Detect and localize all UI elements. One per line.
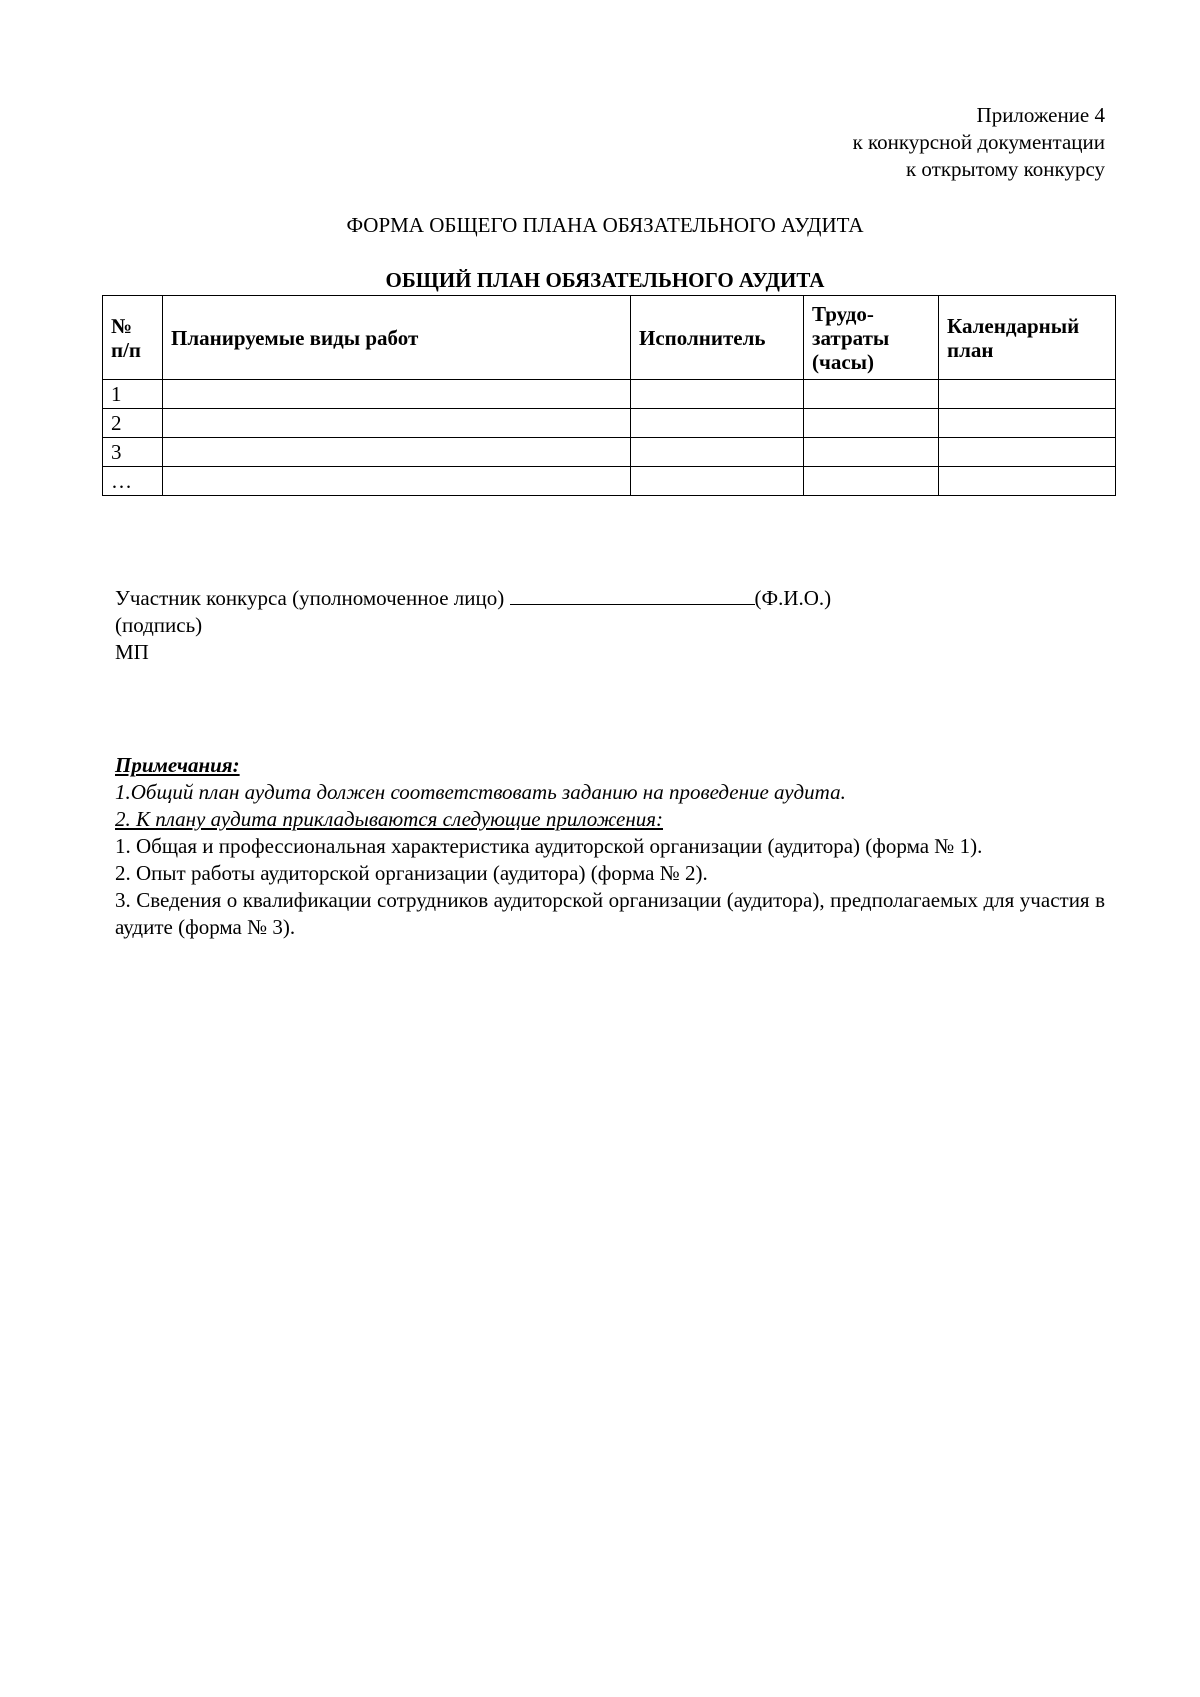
cell-calendar[interactable]	[939, 380, 1116, 409]
signature-blank[interactable]	[510, 586, 755, 605]
appendix-reference	[853, 102, 1105, 183]
row-number: 1	[103, 380, 163, 409]
cell-executor[interactable]	[631, 467, 804, 496]
cell-labor[interactable]	[804, 380, 939, 409]
cell-executor[interactable]	[631, 380, 804, 409]
cell-calendar[interactable]	[939, 467, 1116, 496]
appendix-line-1: Приложение 4	[976, 103, 1105, 127]
table-header-row	[103, 296, 1116, 380]
stamp-label: МП	[115, 640, 149, 664]
notes-section	[115, 752, 1105, 941]
signature-line	[115, 585, 831, 612]
table-row	[103, 438, 1116, 467]
note-item-1: 1.Общий план аудита должен соответствовать заданию на проведение аудита.	[115, 780, 846, 804]
cell-calendar[interactable]	[939, 409, 1116, 438]
cell-labor[interactable]	[804, 409, 939, 438]
cell-executor[interactable]	[631, 409, 804, 438]
header-labor	[804, 296, 939, 380]
table-row	[103, 467, 1116, 496]
attachment-item-3: 3. Сведения о квалификации сотрудников аудиторской организации (аудитора), предполагаемых для участия в аудите (форма № 3).	[115, 888, 1105, 939]
header-number	[103, 296, 163, 380]
cell-works[interactable]	[163, 438, 631, 467]
row-number: 2	[103, 409, 163, 438]
cell-works[interactable]	[163, 380, 631, 409]
attachment-item-2: 2. Опыт работы аудиторской организации (аудитора) (форма № 2).	[115, 861, 708, 885]
cell-executor[interactable]	[631, 438, 804, 467]
header-calendar-line-1: Календарный	[947, 313, 1080, 338]
header-labor-line-1: Трудо-	[812, 301, 874, 326]
table-row	[103, 409, 1116, 438]
signature-block	[115, 585, 831, 666]
cell-works[interactable]	[163, 467, 631, 496]
cell-labor[interactable]	[804, 438, 939, 467]
row-number: 3	[103, 438, 163, 467]
form-title: ФОРМА ОБЩЕГО ПЛАНА ОБЯЗАТЕЛЬНОГО АУДИТА	[346, 213, 864, 237]
table-title: ОБЩИЙ ПЛАН ОБЯЗАТЕЛЬНОГО АУДИТА	[385, 268, 825, 292]
cell-labor[interactable]	[804, 467, 939, 496]
table-row	[103, 380, 1116, 409]
header-number-line-1: №	[111, 313, 133, 338]
fio-label: (Ф.И.О.)	[754, 586, 832, 610]
header-works: Планируемые виды работ	[163, 296, 631, 380]
header-labor-line-3: (часы)	[812, 349, 875, 374]
header-executor: Исполнитель	[631, 296, 804, 380]
cell-works[interactable]	[163, 409, 631, 438]
note-item-2: 2. К плану аудита прикладываются следующие приложения:	[115, 807, 663, 831]
header-calendar	[939, 296, 1116, 380]
header-number-line-2: п/п	[111, 337, 142, 362]
header-labor-line-2: затраты	[812, 325, 890, 350]
notes-heading: Примечания:	[115, 753, 240, 777]
header-calendar-line-2: план	[947, 337, 994, 362]
row-number: …	[103, 467, 163, 496]
audit-plan-table	[102, 295, 1116, 496]
appendix-line-3: к открытому конкурсу	[905, 157, 1105, 181]
podpis-label: (подпись)	[115, 613, 203, 637]
attachment-item-1: 1. Общая и профессиональная характеристика аудиторской организации (аудитора) (форма № 1).	[115, 834, 983, 858]
cell-calendar[interactable]	[939, 438, 1116, 467]
appendix-line-2: к конкурсной документации	[852, 130, 1105, 154]
participant-label: Участник конкурса (уполномоченное лицо)	[115, 586, 505, 610]
